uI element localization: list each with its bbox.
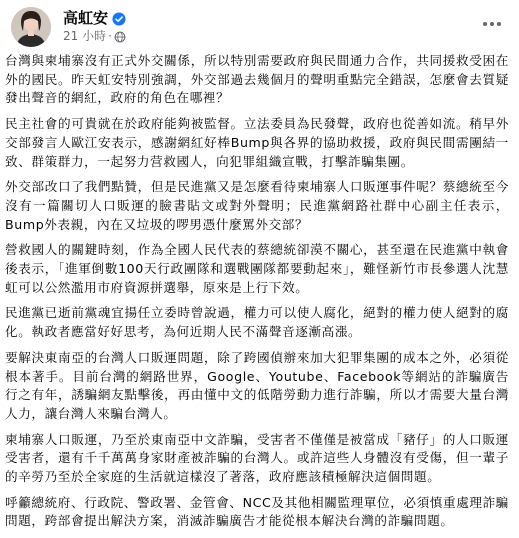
- post-paragraph-5: 民進黨已逝前黨魂宜揚任立委時曾說過，權力可以使人腐化，絕對的權力使人絕對的腐化。執政者應當好好思考，為何近期人民不滿聲音逐漸高漲。: [5, 305, 509, 340]
- post-header: [11, 7, 509, 47]
- post-paragraph-6: 要解決東南亞的台灣人口販運問題，除了跨國偵辦來加大犯罪集團的成本之外，必須從根本著手。目前台灣的網路世界，Google、Youtube、Facebook等網站的詐騙廣告行之有年，誘騙網友點擊後，再由懂中文的低階勞動力進行詐騙，所以才需要大量台灣人力，讓台灣人來騙台灣人。: [5, 349, 509, 421]
- more-options-icon: [482, 21, 502, 27]
- avatar[interactable]: [11, 7, 51, 47]
- author-name[interactable]: 高虹安: [63, 9, 109, 27]
- verified-badge-icon: [112, 12, 126, 26]
- avatar-portrait-icon: [11, 7, 51, 47]
- post-timestamp[interactable]: 21 小時: [63, 29, 107, 43]
- post-paragraph-4: 營救國人的關鍵時刻，作為全國人民代表的蔡總統卻漠不關心，甚至還在民進黨中執會後表示，「進軍倒數100天行政團隊和選戰團隊都要動起來」，難怪新竹市長參選人沈慧虹可以公然濫用市府資源拼選舉，原來是上行下效。: [5, 242, 509, 295]
- more-options-button[interactable]: [477, 9, 507, 39]
- post-meta: [63, 29, 126, 44]
- post-paragraph-7: 柬埔寨人口販運，乃至於東南亞中文詐騙，受害者不僅僅是被當成「豬仔」的人口販運受害者，還有千千萬萬身家財產被詐騙的台灣人。或許這些人身體沒有受傷，但一輩子的辛勞乃至於全家庭的生活就這樣沒了著落，政府應該積極解決這個問題。: [5, 431, 509, 485]
- post-body: [5, 52, 509, 538]
- post-paragraph-8: 呼籲總統府、行政院、警政署、金管會、NCC及其他相關監理單位，必須慎重處理詐騙問題，跨部會提出解決方案，消滅詐騙廣告才能從根本解決台灣的詐騙問題。: [5, 494, 509, 529]
- post-paragraph-3: 外交部改口了我們點贊，但是民進黨又是怎麼看待柬埔寨人口販運事件呢？蔡總統至今沒有一篇關切人口販運的臉書貼文或對外聲明；民進黨網路社群中心副主任表示，Bump外表親，內在又垃圾的啰男憑什麼罵外交部？: [5, 179, 509, 232]
- post-paragraph-2: 民主社會的可貴就在於政府能夠被監督。立法委員為民發聲，政府也從善如流。稍早外交部發言人歐江安表示，感謝網紅好棒Bump與各界的協助救援，政府與民間需團結一致、群策群力，一起努力营救國人，向犯罪組織宣戰，打擊詐騙集團。: [5, 116, 509, 169]
- meta-separator: ·: [108, 29, 112, 43]
- post-paragraph-1: 台灣與柬埔寨沒有正式外交關係，所以特別需要政府與民間通力合作，共同援救受困在外的國民。昨天虹安特別強調，外交部過去幾個月的聲明重點完全錯誤，怎麼會去質疑發出聲音的網紅，政府的角色在哪裡？: [5, 53, 509, 106]
- author-name-row: [63, 9, 126, 28]
- globe-icon[interactable]: [114, 31, 126, 43]
